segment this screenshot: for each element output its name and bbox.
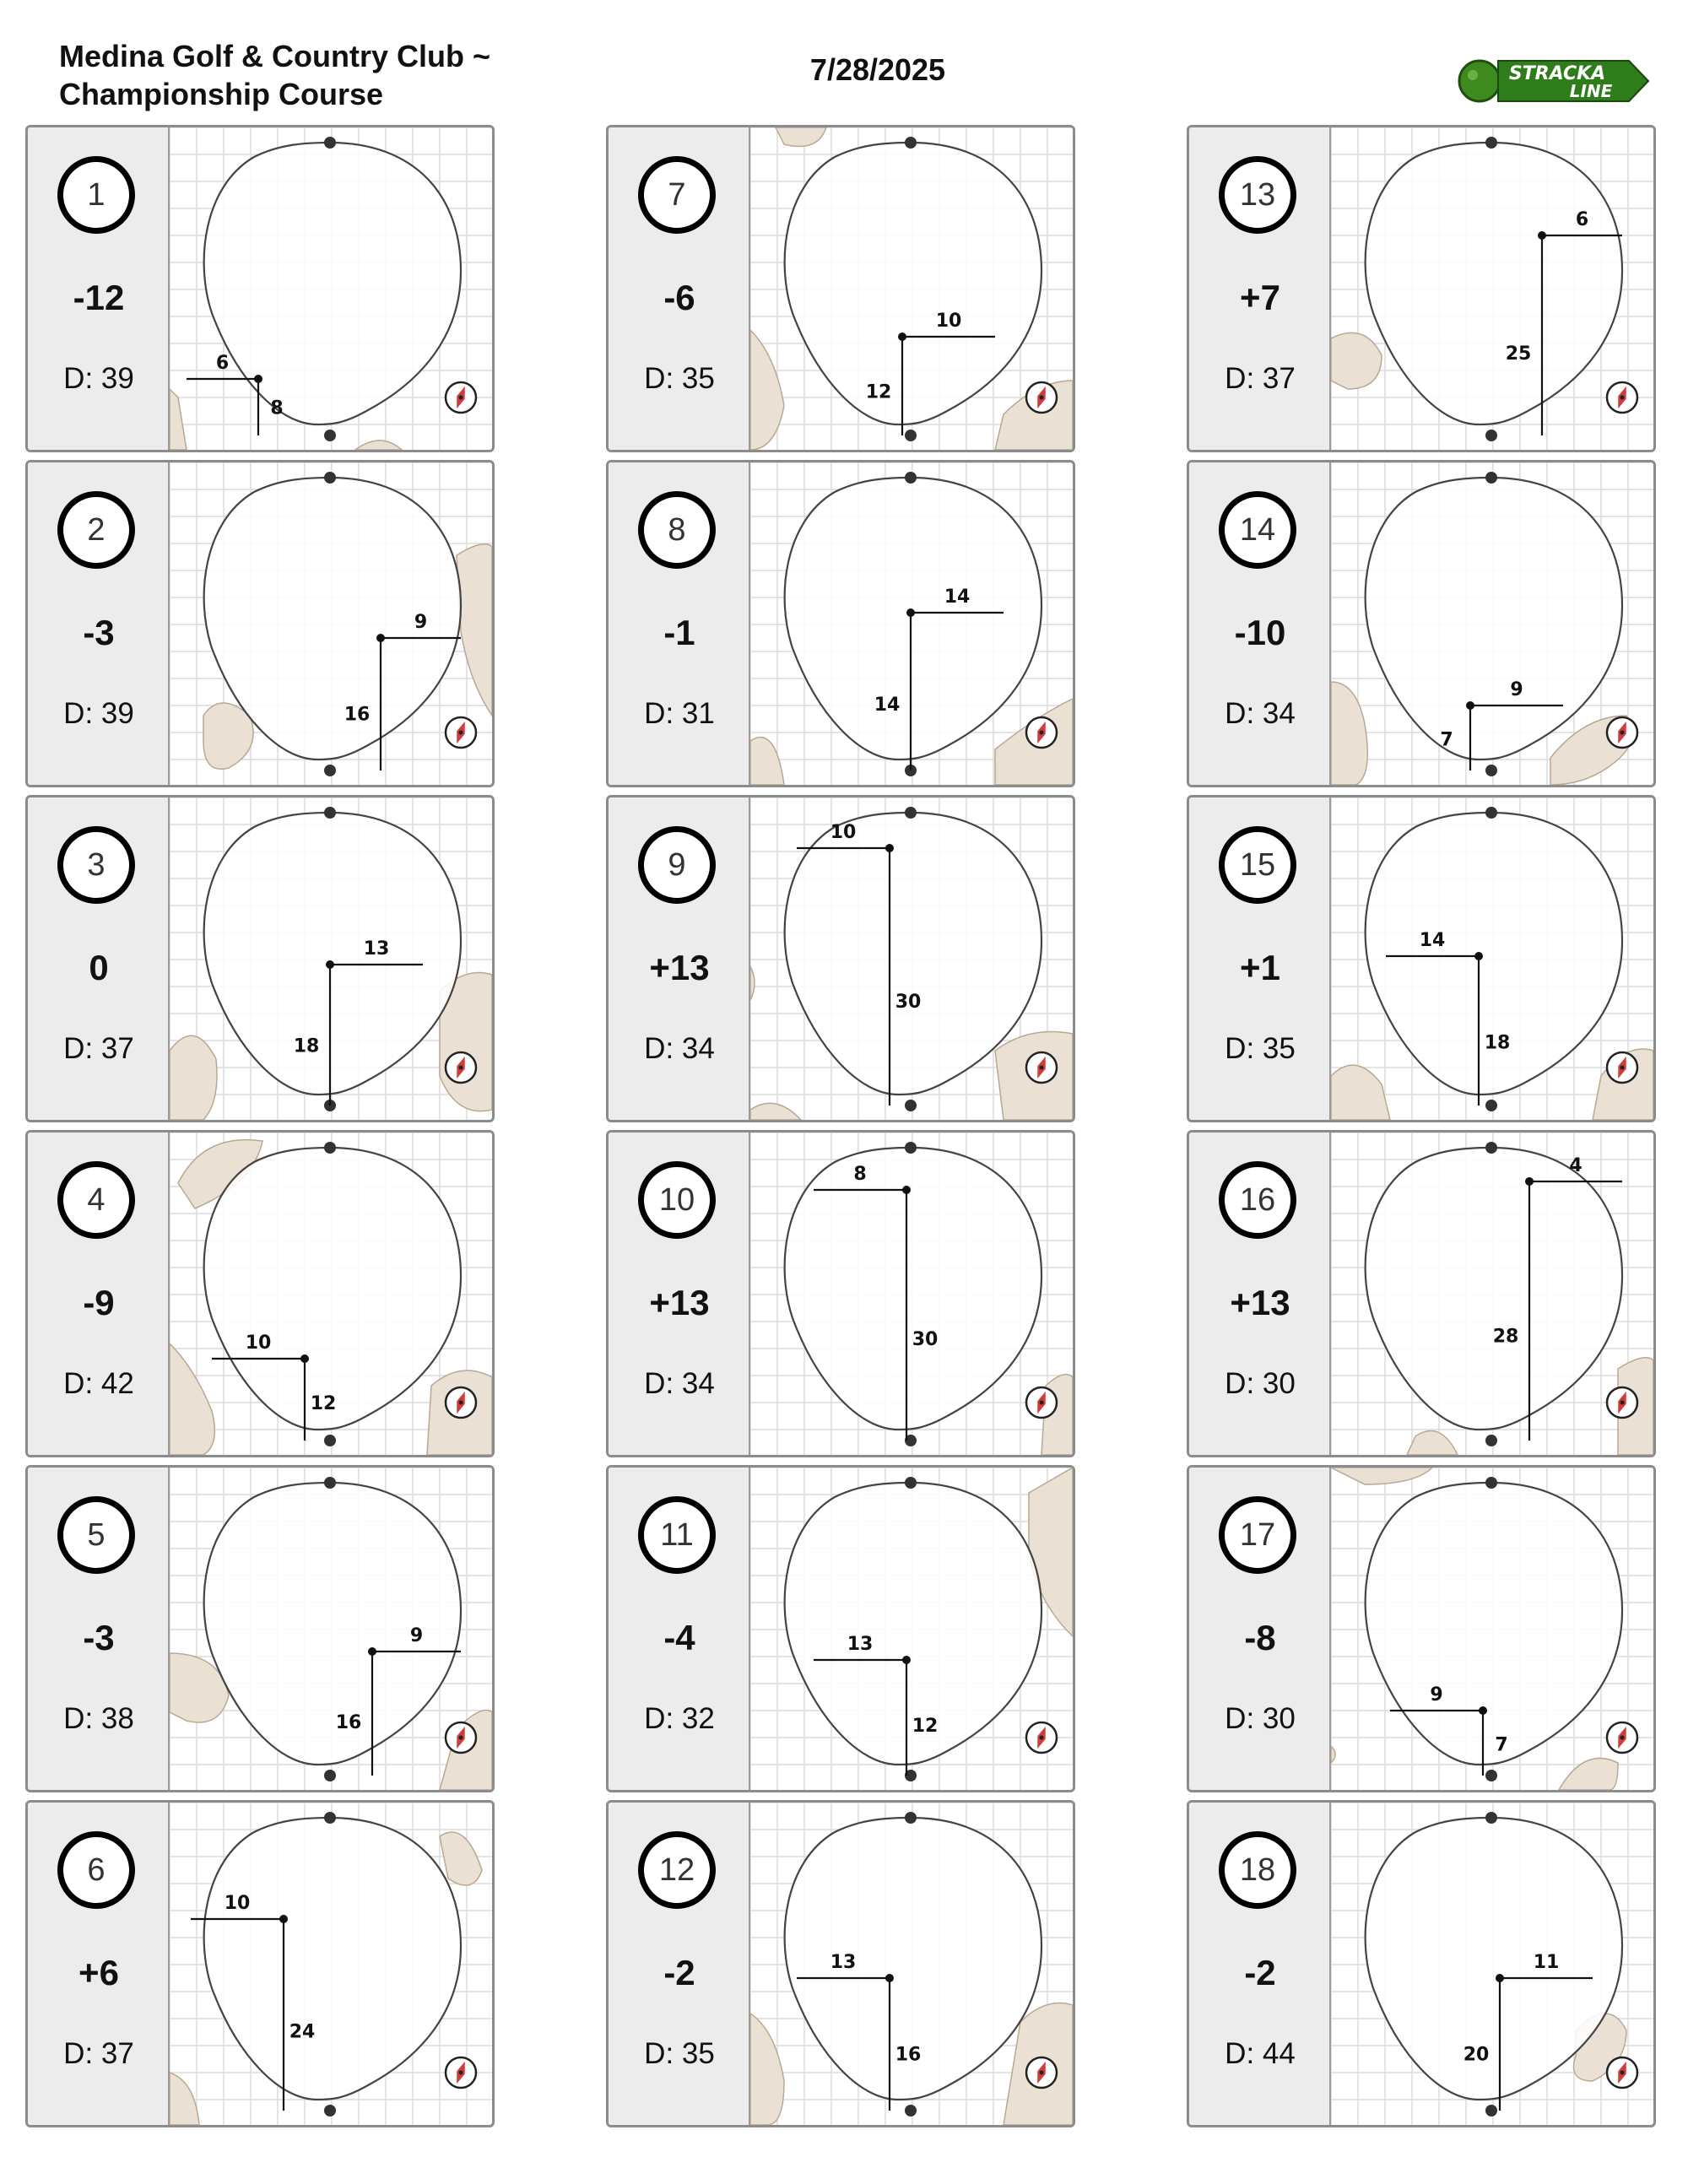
pin-position-dot: [326, 960, 334, 969]
green-outline: [1366, 1483, 1622, 1765]
pin-offset-value: 0: [89, 948, 109, 987]
bunker: [750, 966, 755, 1000]
hole-info-panel: [1189, 797, 1331, 1120]
hole-card: [606, 460, 1075, 787]
green-front-marker: [324, 137, 336, 149]
pin-position-dot: [1538, 231, 1546, 240]
pin-position-dot: [1474, 952, 1483, 960]
depth-distance-label: 18: [293, 1035, 320, 1057]
green-depth-value: D: 35: [1225, 1032, 1296, 1065]
hole-number-badge: 8: [638, 491, 716, 569]
green-back-marker: [324, 1770, 336, 1781]
bunker: [1331, 682, 1367, 785]
side-distance-label: 10: [935, 311, 962, 332]
bunker: [750, 1103, 801, 1120]
green-depth-value: D: 31: [644, 697, 715, 730]
hole-info-panel: [28, 1468, 170, 1790]
pin-position-dot: [1525, 1177, 1534, 1186]
hole-card: [25, 460, 495, 787]
green-depth-value: D: 42: [63, 1367, 134, 1400]
green-outline: [1366, 143, 1622, 424]
green-front-marker: [324, 472, 336, 484]
green-back-marker: [1485, 1100, 1497, 1111]
pin-offset-value: +13: [1230, 1283, 1290, 1322]
pin-position-dot: [885, 844, 894, 852]
pin-position-dot: [906, 608, 915, 617]
green-diagram: [1331, 1133, 1653, 1455]
pin-offset-value: -1: [663, 613, 695, 652]
hole-number-badge: 1: [57, 156, 135, 234]
depth-distance-label: 16: [895, 2044, 922, 2066]
pin-position-dot: [902, 1656, 911, 1664]
green-outline: [204, 1818, 461, 2100]
depth-distance-label: 12: [865, 381, 892, 403]
compass-icon: [1026, 717, 1057, 748]
hole-card: [25, 1465, 495, 1792]
green-diagram: [750, 797, 1073, 1120]
side-distance-label: 10: [830, 822, 857, 843]
bunker: [750, 738, 784, 785]
hole-card: [606, 1800, 1075, 2127]
hole-info-panel: [28, 797, 170, 1120]
hole-info-panel: [1189, 462, 1331, 785]
bunker: [1559, 1758, 1618, 1790]
side-distance-label: 9: [414, 612, 428, 633]
compass-icon: [1026, 1052, 1057, 1083]
svg-text:LINE: LINE: [1569, 81, 1613, 101]
green-depth-value: D: 34: [644, 1032, 715, 1065]
svg-text:STRACKA: STRACKA: [1508, 63, 1606, 84]
green-depth-value: D: 39: [63, 697, 134, 730]
green-back-marker: [905, 1100, 917, 1111]
compass-icon: [446, 1722, 476, 1753]
pin-offset-value: +1: [1240, 948, 1280, 987]
hole-number-badge: 15: [1219, 826, 1296, 904]
green-back-marker: [1485, 430, 1497, 441]
green-outline: [204, 1483, 461, 1765]
green-back-marker: [1485, 765, 1497, 776]
bunker: [1331, 1065, 1390, 1120]
hole-info-panel: [28, 1803, 170, 2125]
hole-number-badge: 7: [638, 156, 716, 234]
pin-position-dot: [279, 1915, 288, 1923]
bunker: [170, 1343, 214, 1455]
hole-number-badge: 13: [1219, 156, 1296, 234]
hole-card: [1187, 1130, 1656, 1457]
compass-icon: [1607, 1052, 1637, 1083]
hole-info-panel: [609, 1468, 750, 1790]
green-diagram: [170, 127, 492, 450]
hole-card: [1187, 125, 1656, 452]
green-depth-value: D: 44: [1225, 2037, 1296, 2070]
green-front-marker: [1485, 137, 1497, 149]
hole-number-badge: 11: [638, 1496, 716, 1574]
compass-icon: [1607, 717, 1637, 748]
green-front-marker: [905, 1142, 917, 1154]
bunker: [457, 544, 492, 716]
bunker: [1331, 1746, 1335, 1763]
side-distance-label: 11: [1533, 1952, 1560, 1973]
green-depth-value: D: 37: [63, 1032, 134, 1065]
green-diagram: [750, 1133, 1073, 1455]
pin-offset-value: -3: [83, 613, 115, 652]
green-outline: [204, 1148, 461, 1430]
green-front-marker: [905, 472, 917, 484]
pin-position-dot: [1479, 1706, 1487, 1715]
pin-offset-value: -3: [83, 1618, 115, 1657]
depth-distance-label: 16: [335, 1712, 362, 1734]
green-depth-value: D: 30: [1225, 1702, 1296, 1735]
bunker: [1407, 1431, 1458, 1455]
depth-distance-label: 7: [1495, 1734, 1508, 1756]
green-back-marker: [324, 765, 336, 776]
green-diagram: [750, 1803, 1073, 2125]
green-front-marker: [324, 1812, 336, 1824]
green-front-marker: [1485, 472, 1497, 484]
pin-offset-value: -12: [73, 278, 125, 317]
green-front-marker: [905, 807, 917, 819]
depth-distance-label: 7: [1440, 729, 1453, 751]
hole-info-panel: [28, 127, 170, 450]
pin-position-dot: [1466, 701, 1474, 710]
compass-icon: [446, 717, 476, 748]
hole-number-badge: 17: [1219, 1496, 1296, 1574]
green-outline: [1366, 478, 1622, 760]
hole-number-badge: 6: [57, 1831, 135, 1909]
bunker: [750, 330, 784, 450]
green-outline: [785, 143, 1041, 424]
green-front-marker: [1485, 807, 1497, 819]
green-outline: [1366, 1148, 1622, 1430]
green-depth-value: D: 32: [644, 1702, 715, 1735]
depth-distance-label: 14: [874, 694, 901, 716]
bunker: [440, 1832, 482, 1885]
depth-distance-label: 30: [912, 1329, 939, 1351]
compass-icon: [1026, 1387, 1057, 1418]
depth-distance-label: 25: [1505, 343, 1532, 365]
hole-number-badge: 18: [1219, 1831, 1296, 1909]
hole-number-badge: 16: [1219, 1161, 1296, 1239]
stracka-line-logo: [1456, 52, 1650, 110]
pin-position-dot: [898, 332, 906, 341]
green-back-marker: [1485, 1435, 1497, 1446]
hole-info-panel: [609, 1803, 750, 2125]
green-front-marker: [324, 1142, 336, 1154]
hole-card: [1187, 1800, 1656, 2127]
green-depth-value: D: 35: [644, 362, 715, 395]
hole-card: [1187, 460, 1656, 787]
side-distance-label: 8: [853, 1164, 867, 1185]
hole-info-panel: [1189, 1468, 1331, 1790]
green-diagram: [170, 797, 492, 1120]
hole-card: [606, 1465, 1075, 1792]
pin-position-dot: [254, 375, 262, 383]
hole-card: [606, 125, 1075, 452]
bunker: [170, 2073, 199, 2125]
side-distance-label: 13: [363, 938, 390, 960]
hole-info-panel: [28, 462, 170, 785]
bunker: [170, 1035, 217, 1120]
hole-info-panel: [609, 462, 750, 785]
side-distance-label: 14: [944, 587, 971, 608]
sheet-date: 7/28/2025: [809, 52, 946, 87]
green-diagram: [1331, 797, 1653, 1120]
hole-number-badge: 5: [57, 1496, 135, 1574]
bunker: [1331, 1468, 1432, 1484]
green-depth-value: D: 34: [1225, 697, 1296, 730]
hole-info-panel: [609, 1133, 750, 1455]
hole-number-badge: 14: [1219, 491, 1296, 569]
green-depth-value: D: 38: [63, 1702, 134, 1735]
green-front-marker: [905, 1812, 917, 1824]
side-distance-label: 10: [245, 1333, 272, 1354]
pin-offset-value: +13: [649, 948, 710, 987]
pin-offset-value: +7: [1240, 278, 1280, 317]
bunker: [776, 127, 826, 147]
hole-number-badge: 9: [638, 826, 716, 904]
pin-offset-value: -10: [1234, 613, 1286, 652]
hole-info-panel: [1189, 1133, 1331, 1455]
green-back-marker: [324, 2105, 336, 2116]
green-depth-value: D: 30: [1225, 1367, 1296, 1400]
pin-position-dot: [368, 1647, 376, 1656]
green-outline: [785, 478, 1041, 760]
compass-icon: [446, 1052, 476, 1083]
green-back-marker: [1485, 1770, 1497, 1781]
green-front-marker: [324, 1477, 336, 1489]
pin-offset-value: -8: [1244, 1618, 1276, 1657]
hole-info-panel: [609, 797, 750, 1120]
green-back-marker: [905, 430, 917, 441]
green-diagram: [170, 1468, 492, 1790]
bunker: [355, 441, 402, 450]
green-front-marker: [905, 1477, 917, 1489]
side-distance-label: 14: [1419, 930, 1446, 951]
pin-offset-value: -2: [1244, 1953, 1276, 1992]
pin-position-dot: [885, 1974, 894, 1982]
green-front-marker: [905, 137, 917, 149]
compass-icon: [1026, 1722, 1057, 1753]
green-depth-value: D: 37: [63, 2037, 134, 2070]
hole-number-badge: 2: [57, 491, 135, 569]
depth-distance-label: 18: [1484, 1032, 1511, 1054]
green-back-marker: [324, 430, 336, 441]
hole-number-badge: 3: [57, 826, 135, 904]
course-title: Medina Golf & Country Club ~ Championship Course: [59, 39, 490, 111]
green-depth-value: D: 35: [644, 2037, 715, 2070]
pin-offset-value: -2: [663, 1953, 695, 1992]
hole-number-badge: 10: [638, 1161, 716, 1239]
green-front-marker: [1485, 1477, 1497, 1489]
side-distance-label: 9: [409, 1625, 424, 1646]
hole-info-panel: [1189, 1803, 1331, 2125]
compass-icon: [1026, 382, 1057, 413]
compass-icon: [446, 1387, 476, 1418]
hole-card: [606, 795, 1075, 1122]
compass-icon: [1607, 1387, 1637, 1418]
pin-position-dot: [300, 1354, 309, 1363]
green-diagram: [170, 1133, 492, 1455]
hole-card: [1187, 1465, 1656, 1792]
side-distance-label: 10: [224, 1893, 251, 1914]
pin-offset-value: -6: [663, 278, 695, 317]
pin-position-dot: [902, 1186, 911, 1194]
green-diagram: [170, 1803, 492, 2125]
depth-distance-label: 24: [289, 2021, 316, 2043]
hole-card: [606, 1130, 1075, 1457]
bunker: [1331, 332, 1382, 389]
side-distance-label: 9: [1510, 679, 1523, 700]
hole-number-badge: 4: [57, 1161, 135, 1239]
depth-distance-label: 8: [270, 397, 284, 419]
depth-distance-label: 28: [1492, 1326, 1519, 1348]
hole-card: [25, 1130, 495, 1457]
green-depth-value: D: 39: [63, 362, 134, 395]
bunker: [750, 2014, 784, 2125]
side-distance-label: 13: [847, 1634, 874, 1655]
compass-icon: [446, 2057, 476, 2088]
green-back-marker: [905, 2105, 917, 2116]
side-distance-label: 4: [1569, 1155, 1582, 1176]
pin-offset-value: +6: [78, 1953, 119, 1992]
side-distance-label: 13: [830, 1952, 857, 1973]
green-diagram: [170, 462, 492, 785]
green-back-marker: [324, 1435, 336, 1446]
pin-offset-value: -9: [83, 1283, 115, 1322]
pin-position-dot: [376, 634, 385, 642]
hole-card: [25, 125, 495, 452]
hole-card: [1187, 795, 1656, 1122]
depth-distance-label: 30: [895, 992, 922, 1014]
green-depth-value: D: 34: [644, 1367, 715, 1400]
pin-offset-value: -4: [663, 1618, 695, 1657]
depth-distance-label: 12: [912, 1715, 939, 1737]
green-depth-value: D: 37: [1225, 362, 1296, 395]
green-front-marker: [1485, 1812, 1497, 1824]
hole-card: [25, 1800, 495, 2127]
pin-offset-value: +13: [649, 1283, 710, 1322]
hole-info-panel: [28, 1133, 170, 1455]
green-diagram: [750, 462, 1073, 785]
compass-icon: [1607, 1722, 1637, 1753]
green-back-marker: [1485, 2105, 1497, 2116]
compass-icon: [1607, 382, 1637, 413]
green-front-marker: [324, 807, 336, 819]
bunker: [170, 389, 187, 450]
green-diagram: [1331, 127, 1653, 450]
side-distance-label: 6: [1575, 209, 1589, 230]
hole-number-badge: 12: [638, 1831, 716, 1909]
depth-distance-label: 20: [1463, 2044, 1490, 2066]
depth-distance-label: 16: [344, 704, 371, 726]
compass-icon: [1607, 2057, 1637, 2088]
green-diagram: [1331, 1803, 1653, 2125]
compass-icon: [446, 382, 476, 413]
compass-icon: [1026, 2057, 1057, 2088]
hole-info-panel: [609, 127, 750, 450]
green-diagram: [750, 127, 1073, 450]
green-diagram: [750, 1468, 1073, 1790]
green-outline: [204, 143, 461, 424]
green-diagram: [1331, 462, 1653, 785]
hole-card: [25, 795, 495, 1122]
green-front-marker: [1485, 1142, 1497, 1154]
side-distance-label: 6: [215, 353, 230, 374]
green-outline: [204, 813, 461, 1095]
green-diagram: [1331, 1468, 1653, 1790]
hole-info-panel: [1189, 127, 1331, 450]
pin-position-dot: [1496, 1974, 1504, 1982]
depth-distance-label: 12: [310, 1393, 337, 1415]
side-distance-label: 9: [1430, 1684, 1443, 1706]
